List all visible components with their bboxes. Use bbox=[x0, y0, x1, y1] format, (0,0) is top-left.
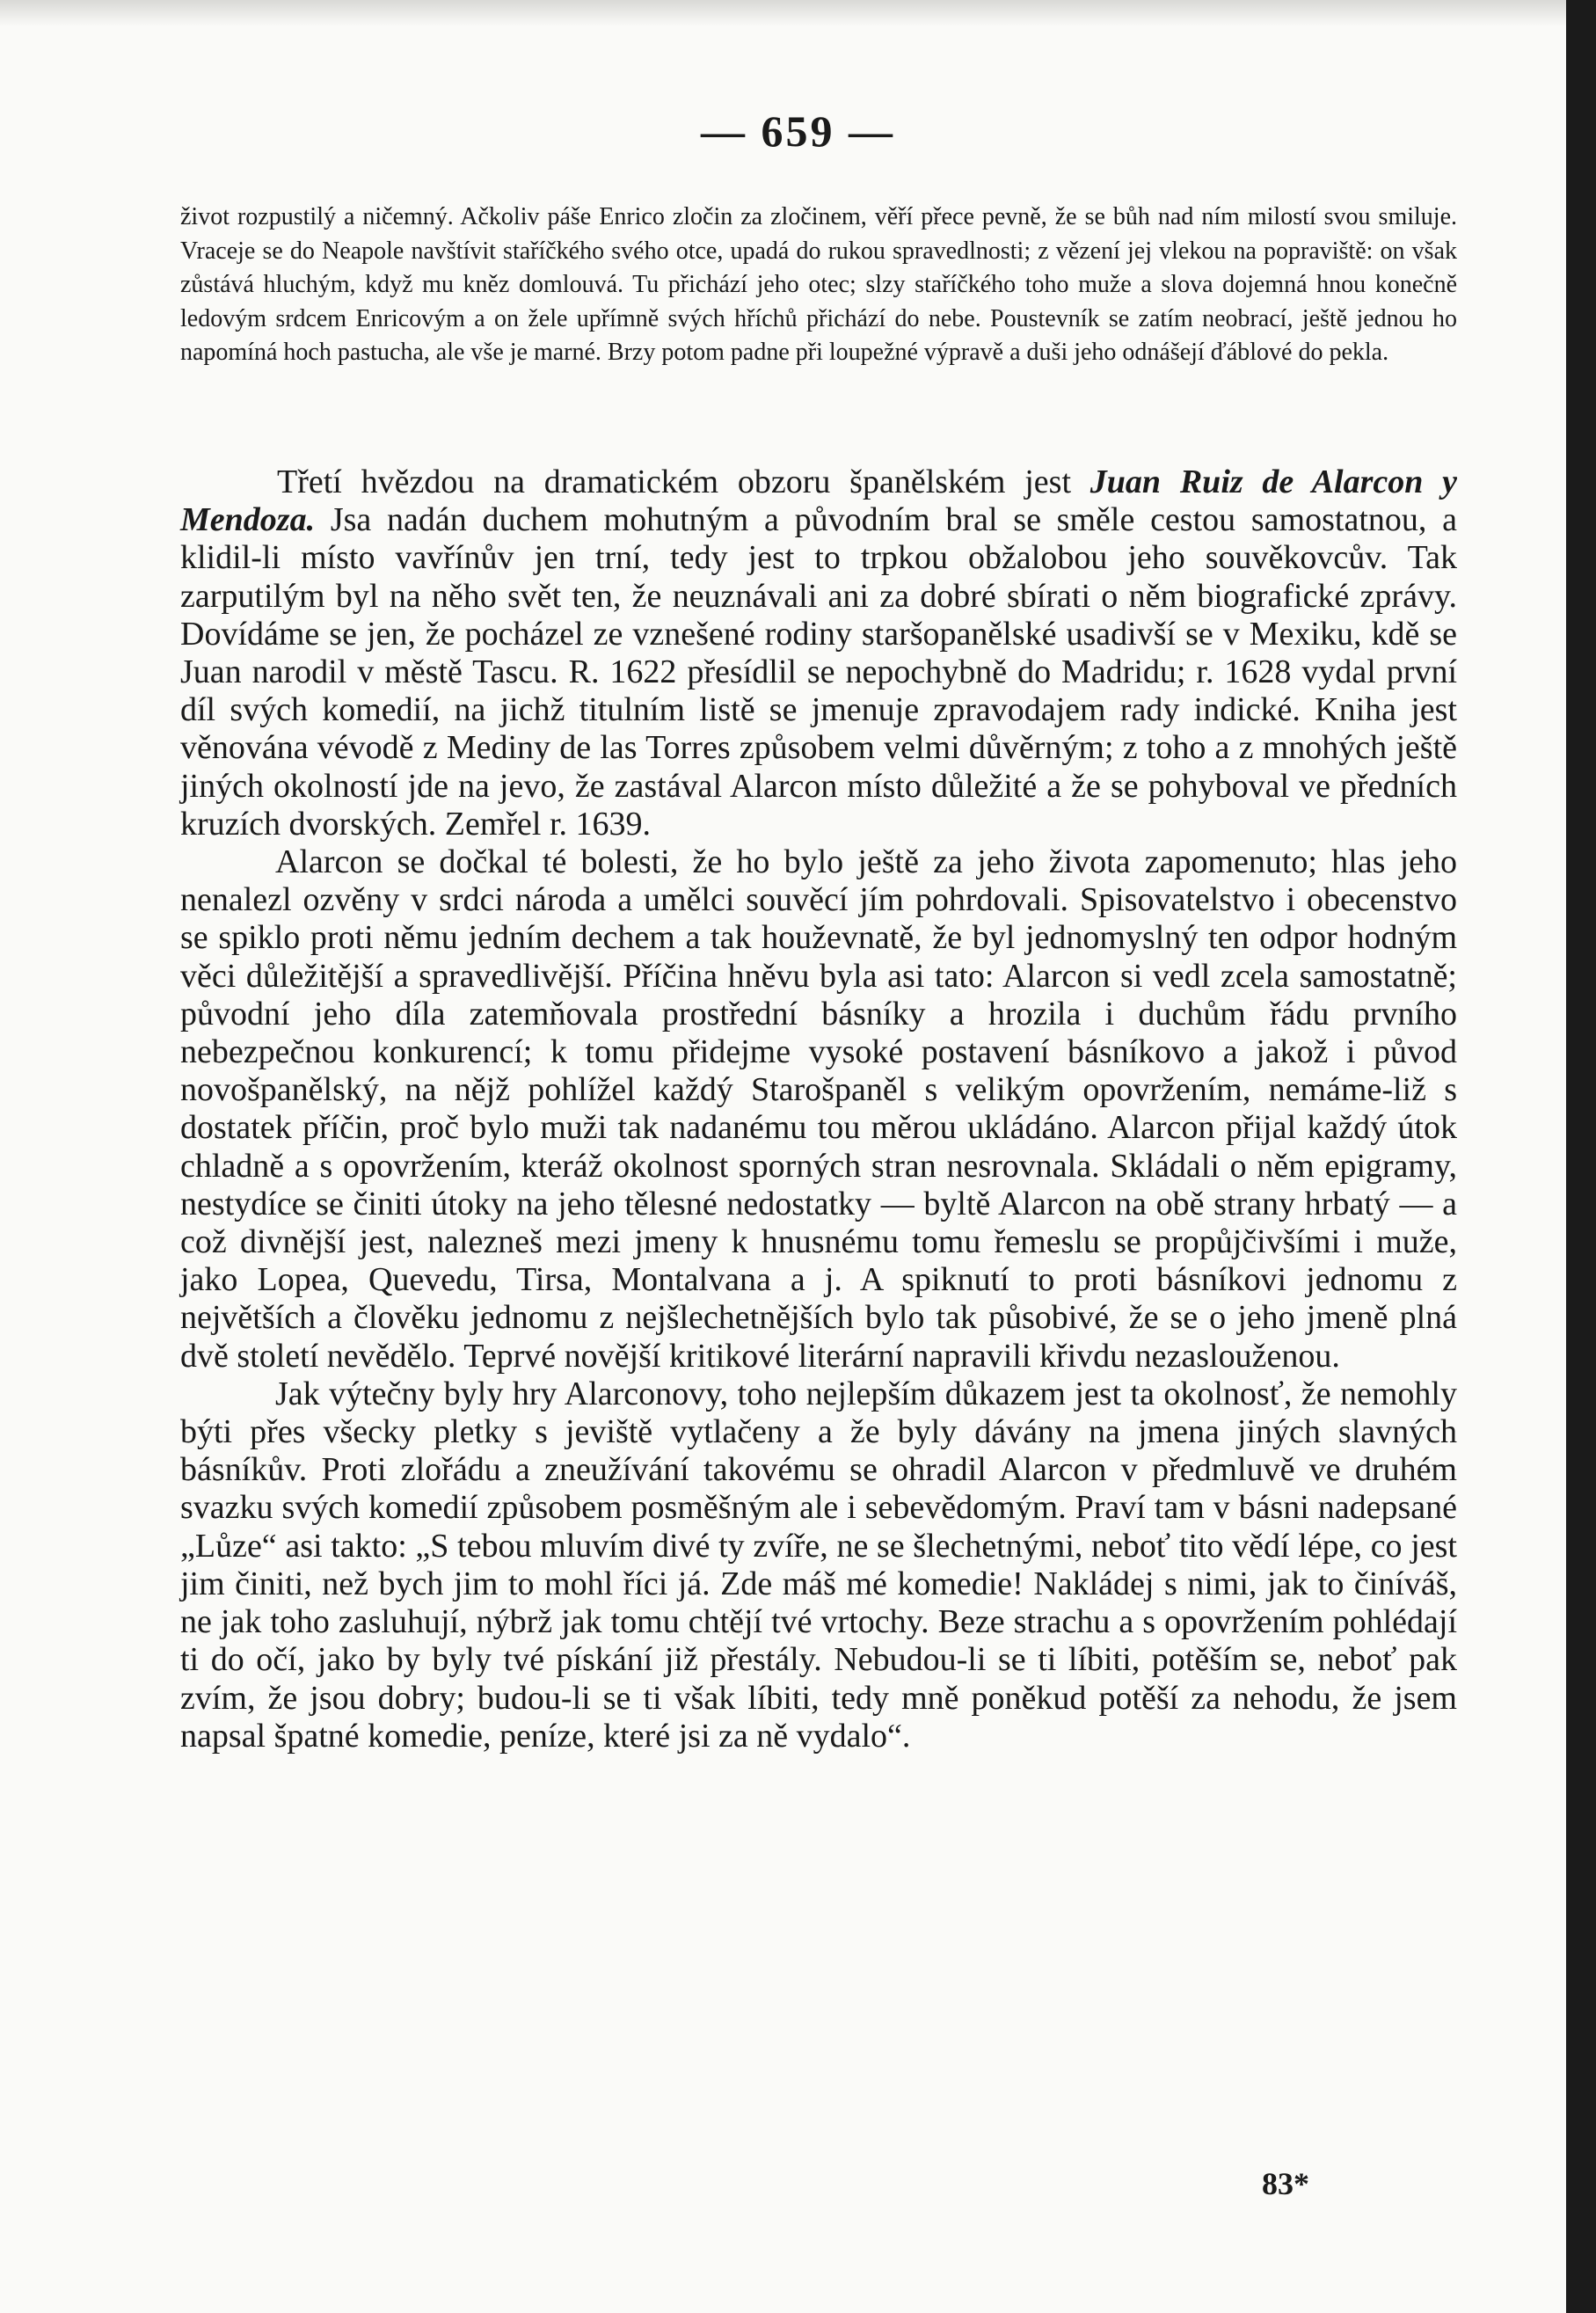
small-print-section bbox=[180, 201, 1457, 370]
paragraph-continuation: život rozpustilý a ničemný. Ačkoliv páše Enrico zločin za zločinem, věří přece pevně, že se bůh nad ním milostí svou smiluje. Vraceje se do Neapole navštívit staříčkého svého otce, upadá do rukou spravedlnosti; z vězení jej vlekou na popraviště: on však zůstává hluchým, když mu kněz domlouvá. Tu přichází jeho otec; slzy staříčkého toho muže a slova dojemná hnou konečně ledovým srdcem Enricovým a on žele upřímně svých hříchů přichází do nebe. Poustevník se zatím neobrací, ještě jednou ho napomíná hoch pastucha, ale vše je marné. Brzy potom padne při loupežné výpravě a duši jeho odnášejí ďáblové do pekla. bbox=[180, 203, 1457, 366]
signature-mark: 83* bbox=[1262, 2166, 1309, 2201]
paragraph-alarcon-plays: Jak výtečny byly hry Alarconovy, toho nejlepším důkazem jest ta okolnosť, že nemohly býti přes všecky pletky s jeviště vytlačeny a že byly dávány na jmena jiných slavných básníkův. Proti zlořádu a zneužívání takovému se ohradil Alarcon v předmluvě ve druhém svazku svých komedií způsobem posměšným ale i sebevědomým. Praví tam v básni nadepsané „Lůze“ asi takto: „S tebou mluvím divé ty zvíře, ne se šlechetnými, neboť tito vědí lépe, co jest jim činiti, než bych jim to mohl říci já. Zde máš mé komedie! Nakládej s nimi, jak to činíváš, ne jak toho zasluhují, nýbrž jak tomu chtějí tvé vrtochy. Beze strachu a s opovržením pohlédají ti do očí, jako by byly tvé pískání již přestály. Nebudou-li se ti líbiti, potěším se, neboť pak zvím, že jsou dobry; budou-li se ti však líbiti, tedy mně poněkud potěší za nehodu, že jsem napsal špatné komedie, peníze, které jsi za ně vydalo“. bbox=[180, 1375, 1457, 1755]
main-text-section bbox=[180, 463, 1457, 1755]
paragraph-alarcon-intro-rest: Jsa nadán duchem mohutným a původním bral se směle cestou samostatnou, a klidil-li místo vavřínův jen trní, tedy jest to trpkou obžalobou jeho souvěkovcův. Tak zarputilým byl na něho svět ten, že neuznávali ani za dobré sbírati o něm biografické zprávy. Dovídáme se jen, že pocházel ze vznešené rodiny staršopanělské usadivší se v Mexiku, kdě se Juan narodil v městě Tascu. R. 1622 přesídlil se nepochybně do Madridu; r. 1628 vydal první díl svých komedií, na jichž titulním listě se jmenuje zpravodajem rady indické. Kniha jest věnována vévodě z Mediny de las Torres způsobem velmi důvěrným; z toho a z mnohých ještě jiných okolností jde na jevo, že zastával Alarcon místo důležité a že se pohyboval ve předních kruzích dvorských. Zemřel r. 1639. bbox=[180, 501, 1457, 843]
page-top-shadow bbox=[0, 0, 1596, 26]
page-right-edge bbox=[1566, 0, 1596, 2313]
paragraph-alarcon-intro bbox=[180, 463, 1457, 843]
paragraph-alarcon-intro-start: Třetí hvězdou na dramatickém obzoru španělském jest bbox=[277, 463, 1090, 500]
author-name-italic: Juan Ruiz de Alarcon y Mendoza. bbox=[180, 463, 1457, 539]
page-number: — 659 — bbox=[701, 106, 895, 156]
paragraph-alarcon-neglect: Alarcon se dočkal té bolesti, že ho bylo ještě za jeho života zapomenuto; hlas jeho nenalezl ozvěny v srdci národa a umělci souvěcí jím pohrdovali. Spisovatelstvo i obecenstvo se spiklo proti němu jedním dechem a tak houževnatě, že byl jednomyslný ten odpor hodným věci důležitější a spravedlivější. Příčina hněvu byla asi tato: Alarcon si vedl zcela samostatně; původní jeho díla zatemňovala prostřední básníky a hrozila i duchům řádu prvního nebezpečnou konkurencí; k tomu přidejme vysoké postavení básníkovo a jakož i původ novošpanělský, na nějž pohlížel každý Starošpaněl s velikým opovržením, nemáme-liž s dostatek příčin, proč bylo muži tak nadanému tou měrou ukládáno. Alarcon přijal každý útok chladně a s opovržením, kteráž okolnost sporných stran nesrovnala. Skládali o něm epigramy, nestydíce se činiti útoky na jeho tělesné nedostatky — byltě Alarcon na obě strany hrbatý — a což divnější jest, nalezneš mezi jmeny k hnusnému tomu řemeslu se propůjčivšími i muže, jako Lopea, Quevedu, Tirsa, Montalvana a j. A spiknutí to proti básníkovi jednomu z největších a člověku jednomu z nejšlechetnějších bylo tak působivé, že se o jeho jmeně plná dvě století nevědělo. Teprvé novější kritikové literární napravili křivdu nezaslouženou. bbox=[180, 843, 1457, 1375]
